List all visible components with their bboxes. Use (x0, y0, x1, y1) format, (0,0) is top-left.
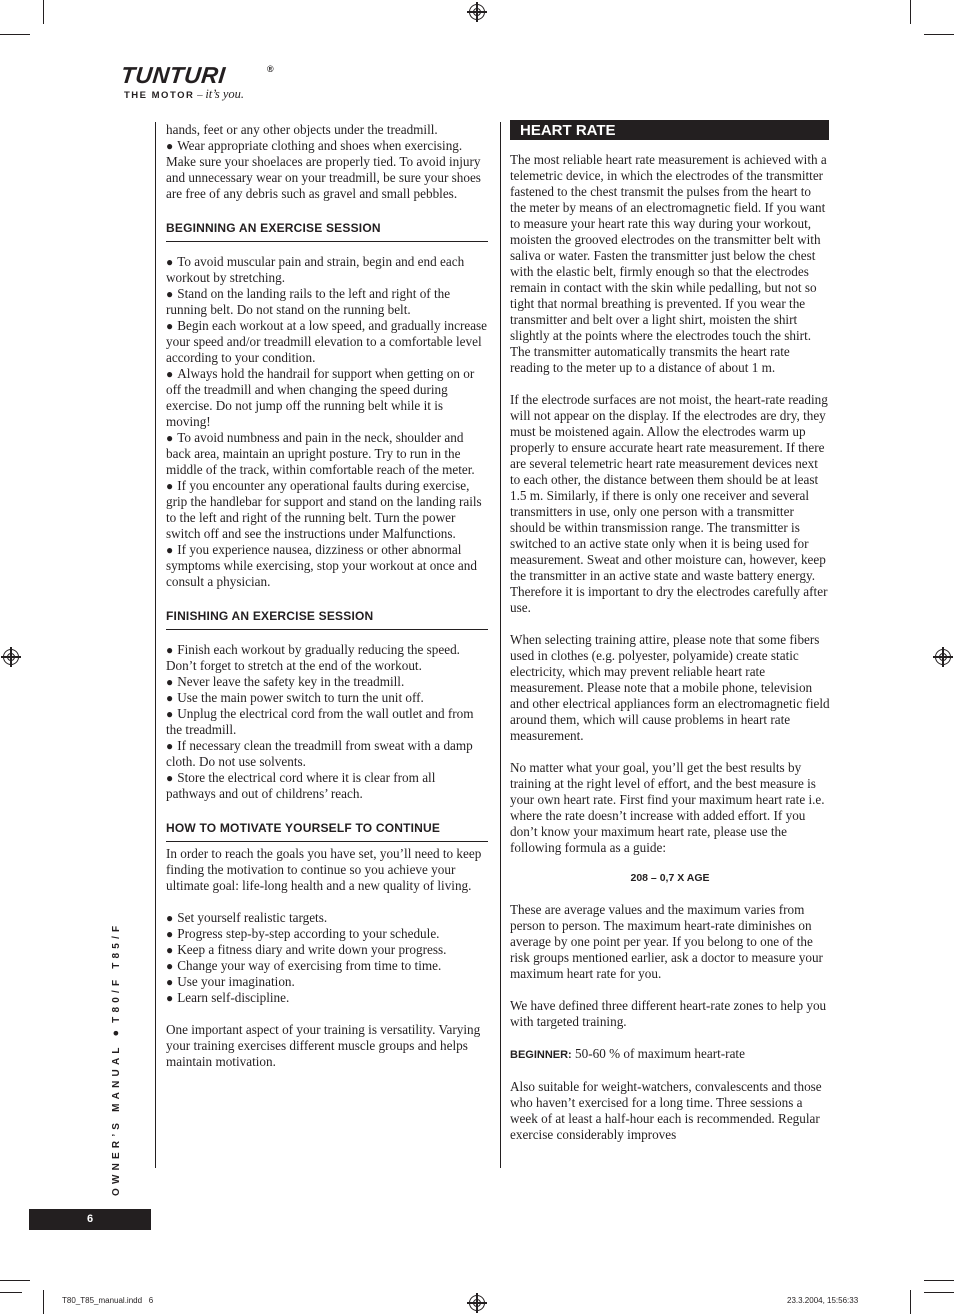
max-heart-rate-formula: 208 – 0,7 X AGE (630, 872, 710, 884)
beginner-label: BEGINNER: (510, 1049, 572, 1061)
left-column-rule (155, 122, 156, 1168)
logo-tagline (124, 87, 244, 102)
heart-rate-paragraph: The most reliable heart rate measurement is achieved with a telemetric device, in which the electrodes of the transmitter fastened to the chest transmit the pulses from the heart to the meter by means of an electromagnetic field. If you want to measure your heart rate this way during your workout, moisten the grooved electrodes on the transmitter belt with saliva or water. Fasten the transmitter just below the chest with the elastic belt, firmly enough so that the electrodes remain in contact with the skin while pedalling, but not so tight that normal breathing is prevented. If you wear the transmitter and belt over a light shirt, moisten the shirt slightly at the points where the electrodes touch the shirt. The transmitter automatically transmits the heart rate reading to the meter up to a distance of about 1 m. (510, 152, 827, 375)
list-item: ● Wear appropriate clothing and shoes when exercising. Make sure your shoelaces are properly tied. To avoid injury and unnecessary wear on your treadmill, be sure your shoes are free of any debris such as gravel and small pebbles. (166, 138, 488, 202)
list-item: ● Learn self-discipline. (166, 990, 488, 1006)
motivate-outro: One important aspect of your training is versatility. Varying your training exercises different muscle groups and helps maintain motivation. (166, 1022, 481, 1069)
footer-timestamp: 23.3.2004, 15:56:33 (787, 1296, 859, 1305)
heart-rate-heading: HEART RATE (510, 120, 829, 140)
list-item: ● Stand on the landing rails to the left and right of the running belt. Do not stand on the running belt. (166, 286, 488, 318)
heart-rate-paragraph: We have defined three different heart-rate zones to help you with targeted training. (510, 998, 827, 1029)
list-item: ● If necessary clean the treadmill from sweat with a damp cloth. Do not use solvents. (166, 738, 488, 770)
list-item: ● If you experience nausea, dizziness or other abnormal symptoms while exercising, stop your workout at once and consult a physician. (166, 542, 488, 590)
list-item: ● Store the electrical cord where it is clear from all pathways and out of childrens’ reach. (166, 770, 488, 802)
list-item: ● Use the main power switch to turn the unit off. (166, 690, 488, 706)
list-item: ● Keep a fitness diary and write down your progress. (166, 942, 488, 958)
list-item: ● Begin each workout at a low speed, and gradually increase your speed and/or treadmill elevation to a comfortable level according to your condition. (166, 318, 488, 366)
middle-column-rule (500, 122, 501, 1168)
intro-continued: hands, feet or any other objects under the treadmill. (166, 122, 438, 137)
side-bullet-icon: ● (110, 1029, 122, 1037)
list-item: ● Always hold the handrail for support when getting on or off the treadmill and when changing the speed during exercise. Do not jump off the running belt while it is moving! (166, 366, 488, 430)
beginner-text: 50-60 % of maximum heart-rate (571, 1046, 745, 1061)
motivate-heading: HOW TO MOTIVATE YOURSELF TO CONTINUE (166, 820, 488, 842)
tunturi-logo (121, 64, 281, 104)
left-column (166, 122, 488, 1070)
heart-rate-paragraph: When selecting training attire, please note that some fibers used in clothes (e.g. polyester, polyamide) create static electricity, which may prevent reliable heart rate measurement. Please note that a mobile phone, television and other electrical appliances form an electromagnetic field around them, which will cause problems in heart rate measurement. (510, 632, 830, 743)
registration-mark-icon (935, 649, 951, 665)
list-item: ● To avoid numbness and pain in the neck, shoulder and back area, maintain an upright posture. Try to run in the middle of the track, within comfortable reach of the meter. (166, 430, 488, 478)
page-number: 6 (29, 1209, 151, 1230)
heart-rate-paragraph: Also suitable for weight-watchers, convalescents and those who haven’t exercised for a long time. Three sessions a week of at least a half-hour each is recommended. Regular exercise considerably improves (510, 1079, 822, 1142)
list-item: ● Use your imagination. (166, 974, 488, 990)
registration-mark-icon (469, 1295, 485, 1311)
beginner-zone (510, 1046, 830, 1063)
logo-wordmark: TUNTURI (119, 62, 227, 88)
heart-rate-paragraph: These are average values and the maximum varies from person to person. The maximum heart-rate diminishes on average by one point per year. If you belong to one of the risk groups mentioned earlier, ask a doctor to measure your maximum heart rate for you. (510, 902, 823, 981)
finishing-heading: FINISHING AN EXERCISE SESSION (166, 608, 488, 630)
list-item: ● Finish each workout by gradually reducing the speed. Don’t forget to stretch at the end of the workout. (166, 642, 488, 674)
tagline-dash: – (194, 89, 206, 101)
side-manual-title (110, 922, 122, 1196)
registration-mark-icon (469, 4, 485, 20)
footer-file-info: T80_T85_manual.indd 6 (62, 1296, 154, 1305)
list-item: ● Set yourself realistic targets. (166, 910, 488, 926)
list-item: ● Never leave the safety key in the treadmill. (166, 674, 488, 690)
list-item: ● Progress step-by-step according to your schedule. (166, 926, 488, 942)
list-item: ● If you encounter any operational faults during exercise, grip the handlebar for support and stand on the landing rails to the left and right of the running belt. Turn the power switch off and see the instructions under Malfunctions. (166, 478, 488, 542)
list-item: ● Unplug the electrical cord from the wall outlet and from the treadmill. (166, 706, 488, 738)
motivate-intro: In order to reach the goals you have set, you’ll need to keep finding the motivation to continue so you achieve your ultimate goal: life-long health and a new quality of living. (166, 846, 482, 893)
right-column (510, 152, 830, 1143)
list-item: ● To avoid muscular pain and strain, begin and end each workout by stretching. (166, 254, 488, 286)
heart-rate-paragraph: If the electrode surfaces are not moist, the heart-rate reading will not appear on the display. If the electrodes are dry, they must be moistened again. Allow the electrodes warm up properly to ensure accurate heart rate measurement. If there are several telemetric heart rate measurement devices next to each other, the distance between them should be at least 1.5 m. Similarly, if there is only one receiver and several transmitters in use, only one person with a transmitter should be within transmission range. The transmitter is switched to an active state only when it is being used for measurement. Sweat and other moisture can, however, keep the transmitter in an active state and waste battery energy. Therefore it is important to dry the electrodes carefully after use. (510, 392, 828, 615)
tagline-italic: it’s you. (205, 87, 244, 101)
beginning-heading: BEGINNING AN EXERCISE SESSION (166, 220, 488, 242)
tagline-main: THE MOTOR (124, 90, 195, 101)
side-title-a: OWNER’S MANUAL (111, 1043, 122, 1196)
list-item: ● Change your way of exercising from time to time. (166, 958, 488, 974)
side-title-b: T80/F T85/F (111, 921, 122, 1023)
heart-rate-paragraph: No matter what your goal, you’ll get the best results by training at the right level of effort, and the best measure is your own heart rate. First find your maximum heart rate i.e. where the rate doesn’t increase with added effort. If you don’t know your maximum heart rate, please use the following formula as a guide: (510, 760, 825, 855)
registered-mark: ® (267, 64, 274, 74)
registration-mark-icon (3, 649, 19, 665)
